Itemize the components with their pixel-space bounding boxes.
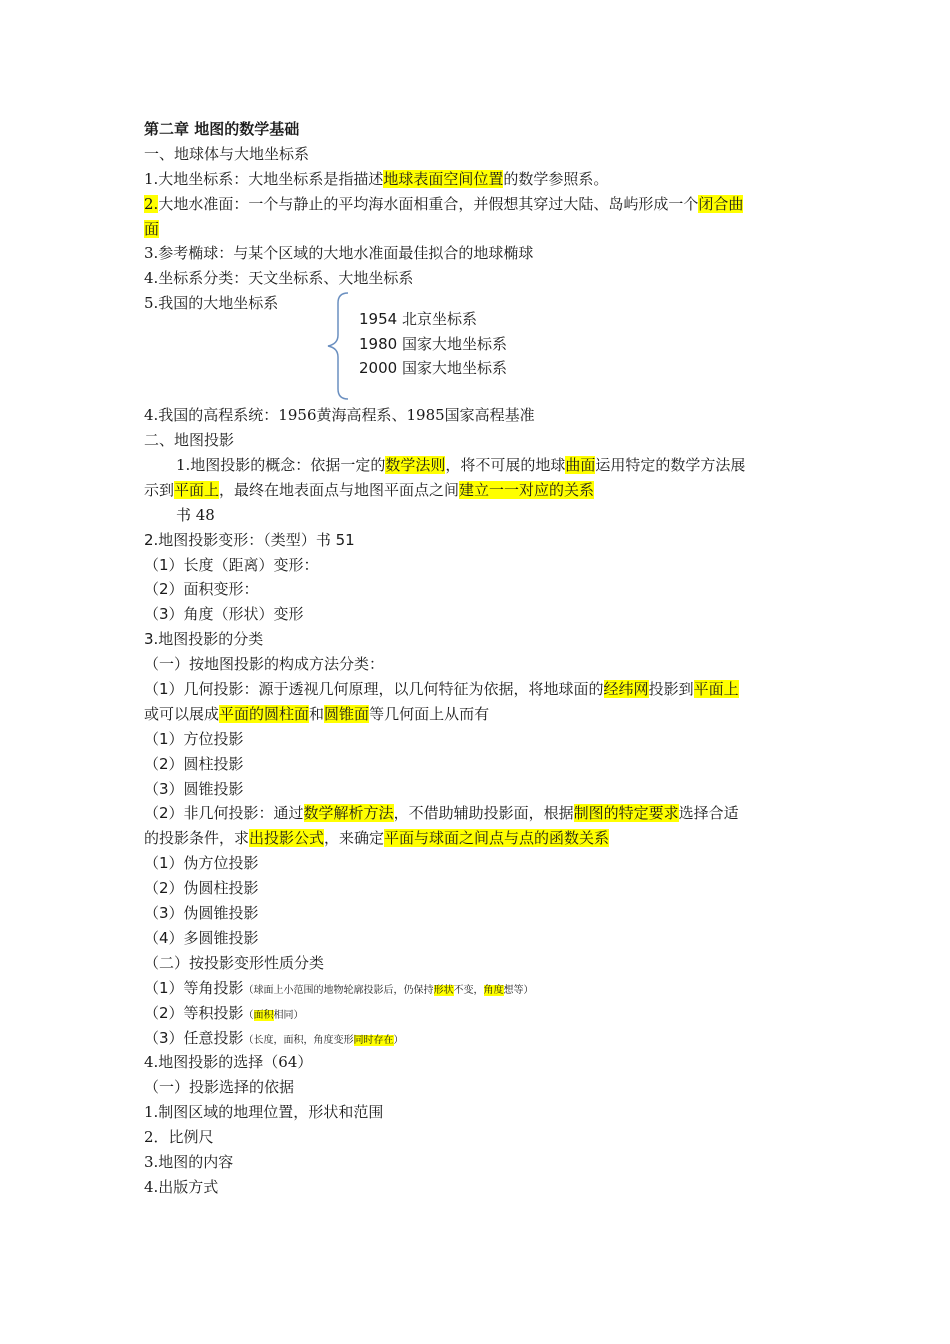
text: （3）任意投影 [144, 1028, 244, 1047]
list-item: 1980 国家大地坐标系 [359, 334, 507, 353]
note: （ [243, 1009, 254, 1021]
highlight: 经纬网 [603, 680, 649, 699]
text: ，不借助辅助投影面，根据 [393, 804, 574, 823]
list-item: （3）圆锥投影 [144, 779, 244, 798]
text: 和 [309, 704, 325, 723]
highlight: 面积 [253, 1009, 274, 1021]
paragraph-cont [144, 217, 814, 242]
highlight: 2. [144, 194, 159, 213]
text: （1）几何投影：源于透视几何原理，以几何特征为依据，将地球面的 [144, 680, 604, 699]
highlight: 同时存在 [353, 1034, 394, 1046]
paragraph-cont [144, 826, 814, 851]
note: 不变， [453, 984, 484, 996]
coordinate-systems-group [144, 291, 814, 403]
book-reference: 书 48 [176, 505, 215, 524]
note: 想等） [503, 984, 534, 996]
list-item: （3）伪圆锥投影 [144, 904, 259, 923]
highlight: 制图的特定要求 [573, 804, 679, 823]
list-item [144, 976, 814, 1001]
list-item [144, 1001, 814, 1026]
paragraph: 4.我国的高程系统：1956黄海高程系、1985国家高程基准 [144, 406, 535, 425]
list-item: （3）角度（形状）变形 [144, 605, 304, 624]
list-item: 2．比例尺 [144, 1128, 214, 1147]
list-item: （2）圆柱投影 [144, 754, 244, 773]
paragraph [144, 167, 814, 192]
text: 的投影条件，求 [144, 829, 250, 848]
paragraph: 5.我国的大地坐标系 [144, 294, 279, 313]
subsection-title: 3.地图投影的分类 [144, 630, 264, 649]
note: 相同） [273, 1009, 304, 1021]
section-heading: 一、地球体与大地坐标系 [144, 144, 310, 163]
paragraph [144, 677, 814, 702]
text: 等几何面上从而有 [369, 704, 490, 723]
subsection-heading: （一）投影选择的依据 [144, 1078, 295, 1097]
paragraph [144, 192, 814, 217]
highlight: 数学解析方法 [303, 804, 394, 823]
list-item: （1）伪方位投影 [144, 854, 259, 873]
highlight: 出投影公式 [249, 829, 325, 848]
text: 大地水准面：一个与静止的平均海水面相重合，并假想其穿过大陆、岛屿形成一个 [158, 194, 699, 213]
list-item: （2）伪圆柱投影 [144, 879, 259, 898]
highlight: 平面上 [693, 680, 739, 699]
highlight: 形状 [433, 984, 454, 996]
highlight: 闭合曲 [698, 194, 744, 213]
highlight: 建立一一对应的关系 [459, 480, 595, 499]
text: 的数学参照系。 [503, 169, 609, 188]
subsection-title: 4.地图投影的选择（64） [144, 1053, 313, 1072]
note: ） [393, 1034, 404, 1046]
list-item: 2000 国家大地坐标系 [359, 359, 507, 378]
text: 运用特定的数学方法展 [595, 456, 746, 475]
text: 1.大地坐标系：大地坐标系是指描述 [144, 169, 384, 188]
highlight: 圆锥面 [324, 704, 370, 723]
list-item: （1）长度（距离）变形： [144, 555, 319, 574]
curly-brace-icon [322, 291, 352, 401]
text: （2）等积投影 [144, 1003, 244, 1022]
text: ，来确定 [324, 829, 385, 848]
section-heading: 二、地图投影 [144, 431, 235, 450]
subsection-heading: （二）按投影变形性质分类 [144, 953, 325, 972]
text: 投影到 [648, 680, 694, 699]
text: ，将不可展的地球 [445, 456, 566, 475]
coordinate-system-list [359, 307, 507, 381]
note: （球面上小范围的地物轮廓投影后，仍保持 [243, 984, 434, 996]
text: （2）非几何投影：通过 [144, 804, 304, 823]
highlight: 平面的圆柱面 [219, 704, 310, 723]
paragraph: 4.坐标系分类：天文坐标系、大地坐标系 [144, 269, 414, 288]
note: （长度，面积，角度变形 [243, 1034, 354, 1046]
subsection-title: 2.地图投影变形：（类型）书 51 [144, 530, 355, 549]
list-item: 1.制图区域的地理位置，形状和范围 [144, 1103, 384, 1122]
highlight: 数学法则 [385, 456, 446, 475]
text: ，最终在地表面点与地图平面点之间 [219, 480, 460, 499]
list-item: 1954 北京坐标系 [359, 310, 477, 329]
highlight: 角度 [483, 984, 504, 996]
list-item: 4.出版方式 [144, 1177, 219, 1196]
subsection-heading: （一）按地图投影的构成方法分类： [144, 655, 385, 674]
list-item: （4）多圆锥投影 [144, 928, 259, 947]
text: 1.地图投影的概念：依据一定的 [176, 456, 386, 475]
list-item: （2）面积变形： [144, 580, 259, 599]
list-item: （1）方位投影 [144, 729, 244, 748]
highlight: 平面与球面之间点与点的函数关系 [384, 829, 610, 848]
list-item [144, 1026, 814, 1051]
chapter-title: 第二章 地图的数学基础 [144, 120, 300, 138]
paragraph-cont [144, 478, 814, 503]
document-body [144, 117, 814, 1200]
highlight: 平面上 [174, 480, 220, 499]
text: 或可以展成 [144, 704, 220, 723]
highlight: 曲面 [565, 456, 596, 475]
text: （1）等角投影 [144, 978, 244, 997]
paragraph: 3.参考椭球：与某个区域的大地水准面最佳拟合的地球椭球 [144, 244, 534, 263]
text: 示到 [144, 480, 175, 499]
highlight: 地球表面空间位置 [383, 169, 504, 188]
text: 选择合适 [678, 804, 739, 823]
paragraph-cont [144, 702, 814, 727]
list-item: 3.地图的内容 [144, 1152, 234, 1171]
highlight: 面 [144, 219, 160, 238]
paragraph [144, 453, 814, 478]
paragraph [144, 801, 814, 826]
